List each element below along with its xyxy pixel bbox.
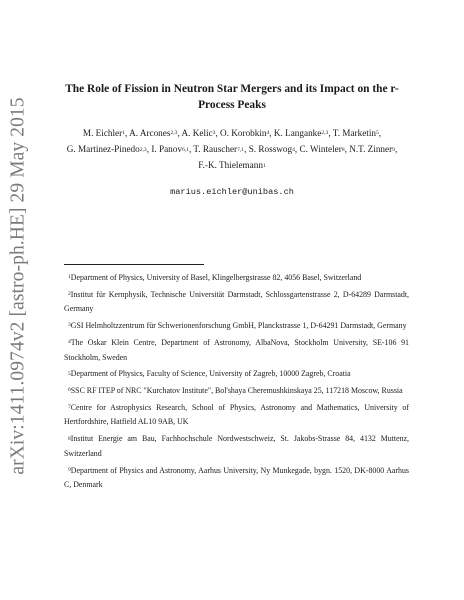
author-name: N.T. Zinner	[349, 144, 393, 155]
affiliation-item	[64, 401, 409, 430]
footnote-rule	[64, 264, 204, 265]
affiliation-item	[64, 384, 409, 399]
affiliation-number: 8	[68, 435, 71, 442]
author-name: T. Marketin	[332, 128, 376, 138]
author-name: A. Kelic	[181, 128, 213, 138]
author-list: M. Eichler$^1$, A. Arcones$^{2,3}$, A. Kelic$^3$, O. Korobkin$^4$, K. Langanke$^{2,3}$, T. Marketin$^5$, G. Martinez-Pinedo$^{2,3}$, I. Panov$^{6,1}$, T. Rauscher$^{7,1}$, S. Rosswog$^4$, C. Winteler$^8$, N.T. Zinner$^9$, F.-K. Thielemann$^1$	[66, 128, 398, 171]
author	[349, 144, 395, 154]
author-affiliation-marker: 4	[292, 146, 295, 153]
author	[151, 144, 189, 154]
author-name: S. Rosswog	[248, 144, 293, 155]
affiliation-number: 3	[68, 322, 71, 329]
affiliation-text: Department of Physics, University of Basel, Klingelbergstrasse 82, 4056 Basel, Switzerland	[70, 273, 362, 282]
contact-email[interactable]: marius.eichler@unibas.ch	[170, 187, 294, 197]
affiliation-text: SSC RF ITEP of NRC "Kurchatov Institute", Bol'shaya Cheremushkinskaya 25, 117218 Moscow, Russia	[70, 386, 403, 396]
author-affiliation-marker: 3	[212, 130, 216, 137]
affiliation-text: Department of Physics and Astronomy, Aarhus University, Ny Munkegade, bygn. 1520, DK-8000 Aarhus C, Denmark	[64, 465, 409, 490]
arxiv-stamp-text: arXiv:1411.0974v2 [astro-ph.HE] 29 May 2015	[8, 97, 29, 475]
affiliation-number: 6	[68, 387, 71, 394]
author-affiliation-marker: 4	[266, 130, 270, 137]
author-name: F.-K. Thielemann	[198, 160, 263, 171]
author	[220, 128, 269, 138]
author	[83, 128, 125, 138]
author-affiliation-marker: 9	[392, 146, 395, 153]
affiliation-text: Department of Physics, Faculty of Science, University of Zagreb, 10000 Zagreb, Croatia	[70, 369, 351, 379]
author-affiliation-marker: 2,3	[139, 146, 147, 153]
author-name: G. Martinez-Pinedo	[66, 144, 140, 155]
author	[299, 144, 344, 154]
author-name: K. Langanke	[273, 128, 322, 138]
affiliation-item	[64, 336, 409, 365]
author-affiliation-marker: 1	[262, 162, 266, 169]
affiliation-number: 2	[68, 291, 71, 298]
affiliation-item	[64, 367, 409, 382]
affiliation-item	[64, 271, 409, 286]
affiliation-text: Institut Energie am Bau, Fachhochschule Nordwestschweiz, St. Jakobs-Strasse 84, 4132 Muttenz, Switzerland	[64, 434, 409, 458]
affiliation-text: Institut für Kernphysik, Technische Universität Darmstadt, Schlossgartenstrasse 2, D-64289 Darmstadt, Germany	[64, 289, 409, 314]
author-affiliation-marker: 2,3	[321, 130, 329, 137]
author-affiliation-marker: 8	[341, 146, 345, 153]
author-affiliation-marker: 7,1	[237, 146, 245, 153]
author	[182, 128, 216, 138]
affiliation-number: 7	[68, 404, 71, 411]
author-affiliation-marker: 2,3	[170, 130, 178, 137]
affiliation-list	[64, 271, 409, 495]
paper-title: The Role of Fission in Neutron Star Mergers and its Impact on the r-Process Peaks	[65, 83, 399, 111]
author	[249, 144, 295, 154]
arxiv-stamp	[4, 86, 34, 486]
affiliation-text: Centre for Astrophysics Research, School of Physics, Astronomy and Mathematics, University of Hertfordshire, Hatfield AL10 9AB, UK	[64, 402, 409, 427]
author-affiliation-marker: 5	[375, 130, 379, 137]
affiliation-number: 5	[68, 370, 71, 377]
author	[198, 160, 265, 170]
author	[67, 144, 147, 154]
affiliation-item	[64, 464, 409, 493]
affiliation-item	[64, 432, 409, 461]
author-name: A. Arcones	[129, 128, 171, 138]
author-name: C. Winteler	[299, 144, 342, 155]
author	[274, 128, 328, 138]
affiliation-text: The Oskar Klein Centre, Department of Astronomy, AlbaNova, Stockholm University, SE-106 91 Stockholm, Sweden	[64, 337, 409, 362]
affiliation-item	[64, 288, 409, 317]
author	[193, 144, 244, 154]
author-name: M. Eichler	[82, 128, 123, 138]
affiliation-item	[64, 319, 409, 334]
affiliation-text: GSI Helmholtzzentrum für Schwerionenforschung GmbH, Planckstrasse 1, D-64291 Darmstadt, Germany	[70, 321, 407, 331]
author-name: I. Panov	[151, 144, 182, 155]
author-name: O. Korobkin	[220, 128, 267, 138]
author	[333, 128, 379, 138]
author	[129, 128, 177, 138]
author-affiliation-marker: 1	[122, 130, 125, 137]
affiliation-number: 1	[68, 274, 71, 281]
author-name: T. Rauscher	[193, 144, 238, 155]
affiliation-number: 9	[68, 466, 71, 473]
author-affiliation-marker: 6,1	[181, 146, 189, 153]
affiliation-number: 4	[68, 339, 71, 346]
